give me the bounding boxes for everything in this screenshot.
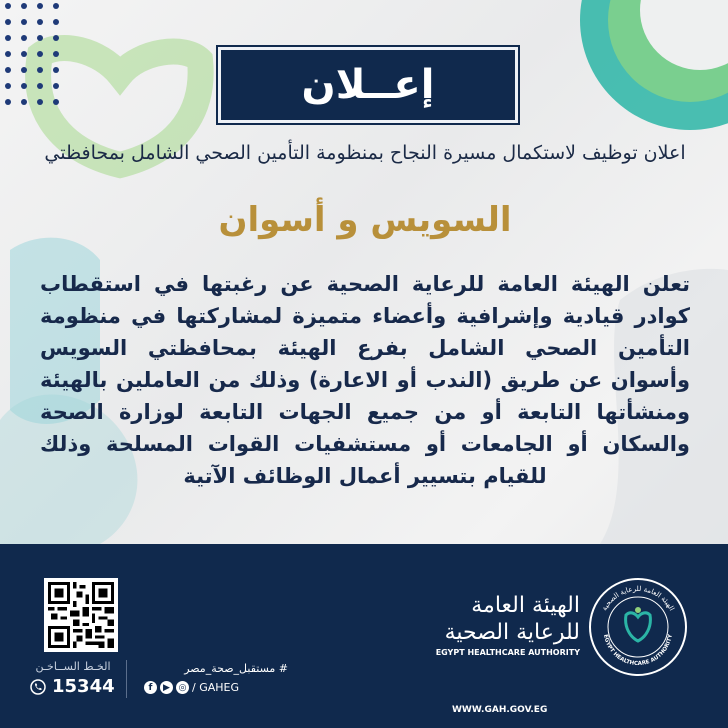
hashtag: # مستقبل_صحة_مصر [184, 662, 288, 675]
org-name-line1: الهيئة العامة [471, 593, 580, 618]
announcement-body: تعلن الهيئة العامة للرعاية الصحية عن رغبتها في استقطاب كوادر قيادية وإشرافية وأعضاء متميزة لمشاركتها في منظومة التأمين الصحي الشامل بفرع الهيئة بمحافظتي السويس وأسوان عن طريق (الندب أو الاعارة) وذلك من العاملين بالهيئة ومنشأتها التابعة أو من جميع الجهات التابعة لوزارة الصحة والسكان أو الجامعات أو مستشفيات القوات المسلحة وذلك للقيام بتسيير أعمال الوظائف الآتية [40, 272, 690, 488]
logo-english-text: EGYPT HEALTHCARE AUTHORITY [602, 633, 674, 668]
hotline[interactable] [30, 676, 115, 697]
org-name-arabic [430, 592, 580, 646]
hotline-number: 15344 [52, 676, 115, 697]
org-name-line2: للرعاية الصحية [444, 620, 580, 645]
website-link[interactable]: WWW.GAH.GOV.EG [452, 705, 548, 715]
announcement-cities: السويس و أسوان [218, 200, 512, 240]
logo-arabic-text: الهيئة العامة للرعاية الصحية [600, 584, 676, 613]
announcement-title-banner [218, 47, 518, 123]
instagram-icon[interactable]: ◎ [176, 681, 189, 694]
announcement-title: إعــلان [301, 62, 435, 108]
hotline-label: الخـط الســاخـن [35, 660, 111, 673]
phone-icon [30, 679, 46, 695]
social-links [144, 681, 239, 694]
facebook-icon[interactable]: f [144, 681, 157, 694]
social-handle: / GAHEG [192, 681, 239, 694]
announcement-intro: اعلان توظيف لاستكمال مسيرة النجاح بمنظومة التأمين الصحي الشامل بمحافظتي [44, 142, 686, 164]
authority-logo-icon [588, 577, 688, 677]
footer-divider [126, 660, 127, 698]
qr-code-icon [44, 578, 118, 652]
org-name-english: EGYPT HEALTHCARE AUTHORITY [435, 648, 580, 657]
youtube-icon[interactable]: ▶ [160, 681, 173, 694]
